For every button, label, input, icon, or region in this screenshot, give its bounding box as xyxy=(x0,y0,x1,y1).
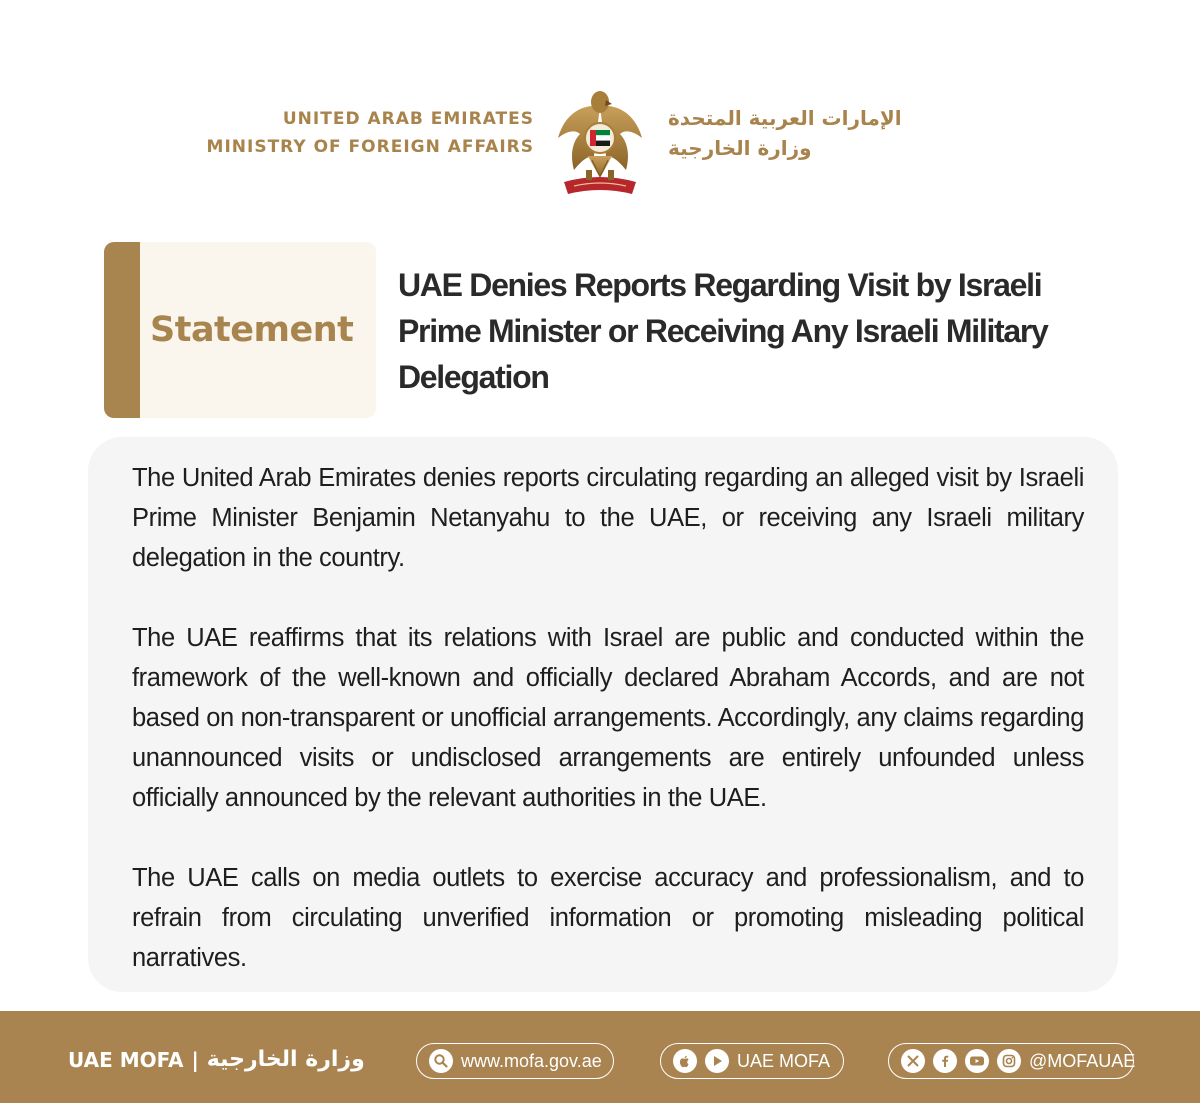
statement-label: Statement xyxy=(150,310,354,350)
apps-label: UAE MOFA xyxy=(737,1050,831,1071)
app-store-links[interactable] xyxy=(660,1043,844,1079)
body-paragraph-2: The UAE reaffirms that its relations with Israel are public and conducted within the framework of the well-known and officially declared Abraham Accords, and are not based on non-transparent or unofficial arrangements. Accordingly, any claims regarding unannounced visits or undisclosed arrangements are entirely unfounded unless officially announced by the relevant authorities in the UAE. xyxy=(132,624,1084,812)
instagram-icon[interactable] xyxy=(997,1049,1021,1073)
x-icon[interactable] xyxy=(901,1049,925,1073)
uae-falcon-emblem-icon xyxy=(550,86,650,200)
social-links[interactable] xyxy=(888,1043,1134,1079)
youtube-icon[interactable] xyxy=(965,1049,989,1073)
country-name-english: UNITED ARAB EMIRATES xyxy=(282,109,534,129)
play-store-icon[interactable] xyxy=(705,1049,729,1073)
brand-english: UAE MOFA xyxy=(68,1047,184,1072)
brand-separator: | xyxy=(191,1047,199,1072)
statement-accent-bar xyxy=(104,242,140,418)
facebook-icon[interactable] xyxy=(933,1049,957,1073)
search-icon xyxy=(429,1049,453,1073)
ministry-name-english-line: MINISTRY OF FOREIGN AFFAIRS xyxy=(206,137,534,157)
ministry-name-arabic-line: وزارة الخارجية xyxy=(668,136,812,160)
header xyxy=(0,0,1200,220)
country-name-arabic: الإمارات العربية المتحدة xyxy=(668,106,902,130)
statement-badge xyxy=(104,242,376,418)
website-link[interactable] xyxy=(416,1043,614,1079)
footer xyxy=(0,1011,1200,1103)
brand-arabic: وزارة الخارجية xyxy=(206,1047,365,1072)
footer-brand xyxy=(68,1047,365,1072)
apple-icon[interactable] xyxy=(673,1049,697,1073)
body-paragraph-3: The UAE calls on media outlets to exercise accuracy and professionalism, and to refrain from circulating unverified information or promoting misleading political narratives. xyxy=(132,864,1084,972)
website-url: www.mofa.gov.ae xyxy=(461,1050,602,1071)
body-paragraph-1: The United Arab Emirates denies reports circulating regarding an alleged visit by Israeli Prime Minister Benjamin Netanyahu to the UAE, or receiving any Israeli military delegation in the country. xyxy=(132,464,1084,572)
ministry-name-arabic xyxy=(668,104,902,162)
ministry-name-english xyxy=(207,108,534,158)
social-handle: @MOFAUAE xyxy=(1029,1050,1136,1071)
statement-body xyxy=(132,458,1084,978)
statement-headline: UAE Denies Reports Regarding Visit by Israeli Prime Minister or Receiving Any Israeli Military Delegation xyxy=(398,267,1048,395)
